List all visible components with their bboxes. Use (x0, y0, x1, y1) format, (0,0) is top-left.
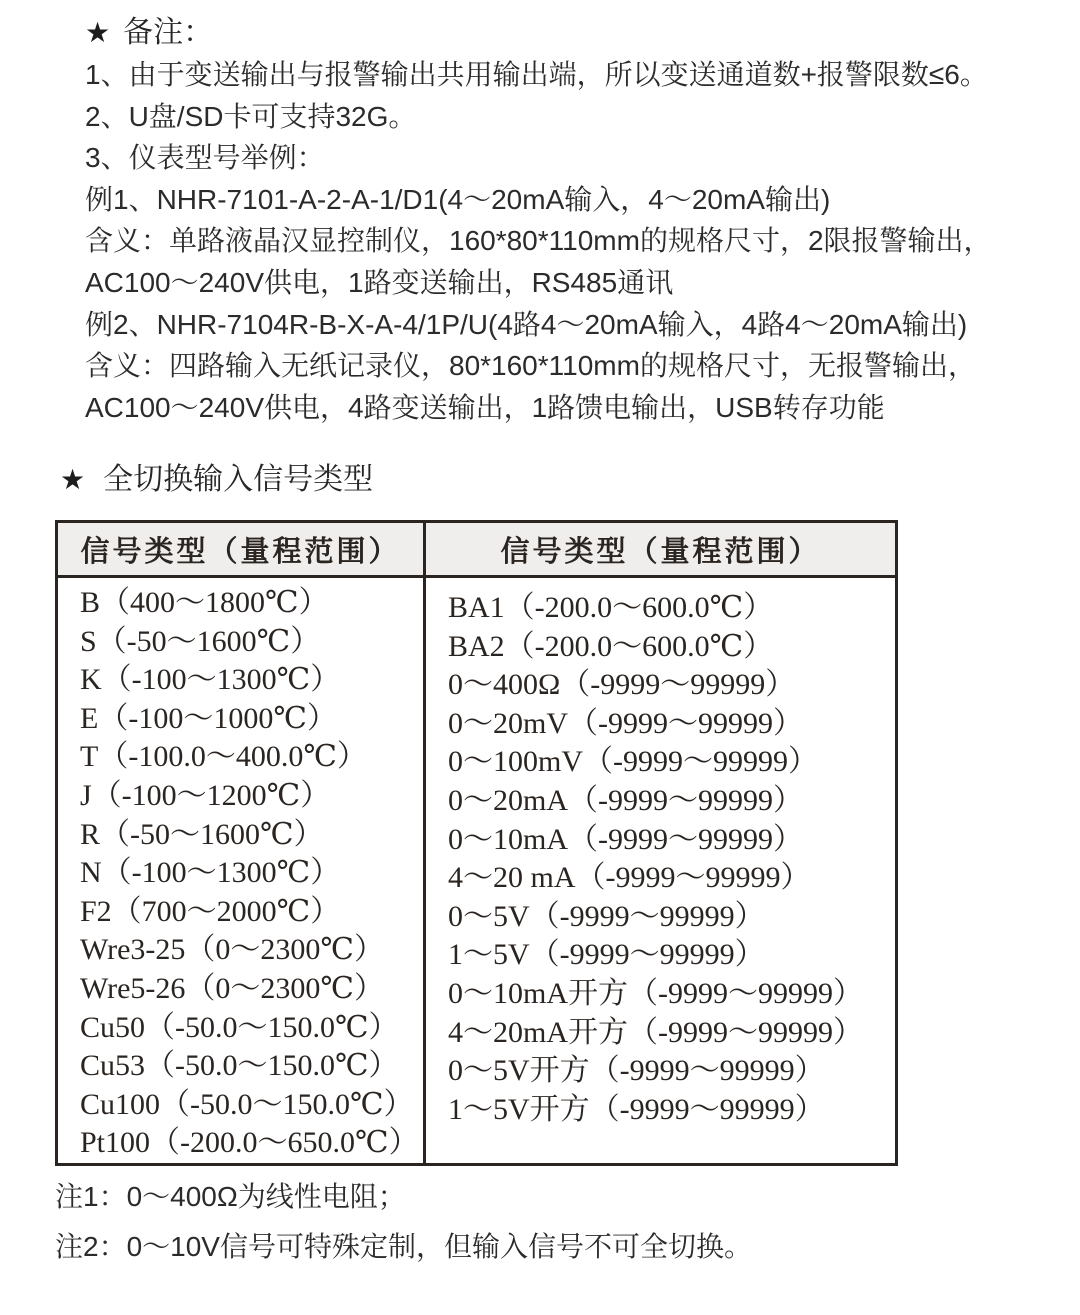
signal-column-left (57, 577, 425, 1165)
star-icon: ★ (60, 464, 86, 495)
signal-column-right (425, 577, 897, 1165)
signal-range-item: Cu53（-50.0～150.0℃） (80, 1049, 399, 1083)
signal-range-item: 0～5V（-9999～99999） (448, 899, 765, 933)
signal-range-item: 0～10mA（-9999～99999） (448, 822, 803, 856)
remark-line: 含义：四路输入无纸记录仪，80*160*110mm的规格尺寸，无报警输出， (85, 350, 976, 382)
remark-line: 3、仪表型号举例： (85, 142, 325, 174)
signal-range-item: 4～20 mA（-9999～99999） (448, 861, 811, 895)
signal-range-item: N（-100～1300℃） (80, 856, 341, 890)
remark-line: 含义：单路液晶汉显控制仪，160*80*110mm的规格尺寸，2限报警输出， (85, 225, 992, 257)
signal-range-item: S（-50～1600℃） (80, 624, 321, 658)
signal-range-item: 0～400Ω（-9999～99999） (448, 668, 796, 702)
signal-range-item: 0～100mV（-9999～99999） (448, 745, 818, 779)
remark-line: 2、U盘/SD卡可支持32G。 (85, 100, 417, 132)
signal-range-item: Wre5-26（0～2300℃） (80, 971, 384, 1005)
table-header-row (57, 522, 897, 577)
signal-range-item: R（-50～1600℃） (80, 817, 324, 851)
signal-range-item: K（-100～1300℃） (80, 663, 341, 697)
signal-range-item: Pt100（-200.0～650.0℃） (80, 1126, 419, 1160)
foot-note: 注2：0～10V信号可特殊定制，但输入信号不可全切换。 (55, 1231, 752, 1262)
star-icon: ★ (85, 17, 111, 48)
signal-range-item: Cu100（-50.0～150.0℃） (80, 1087, 414, 1121)
signal-range-item: J（-100～1200℃） (80, 778, 331, 812)
table-header-right: 信号类型（量程范围） (425, 522, 897, 577)
signal-range-item: E（-100～1000℃） (80, 701, 337, 735)
signal-range-item: Cu50（-50.0～150.0℃） (80, 1010, 399, 1044)
signal-section-title: 全切换输入信号类型 (103, 463, 374, 496)
signal-range-item: 1～5V（-9999～99999） (448, 938, 765, 972)
signal-range-item: BA1（-200.0～600.0℃） (448, 591, 774, 624)
remark-line: 1、由于变送输出与报警输出共用输出端，所以变送通道数+报警限数≤6。 (85, 59, 988, 90)
signal-range-item: BA2（-200.0～600.0℃） (448, 629, 774, 663)
remark-line: AC100～240V供电，1路变送输出，RS485通讯 (85, 266, 674, 298)
signal-range-item: 0～5V开方（-9999～99999） (448, 1054, 825, 1088)
table-header-left: 信号类型（量程范围） (57, 522, 425, 577)
signal-range-item: B（400～1800℃） (80, 586, 329, 619)
signal-table (55, 520, 898, 1166)
signal-range-item: F2（700～2000℃） (80, 894, 341, 928)
signal-range-item: 4～20mA开方（-9999～99999） (448, 1015, 863, 1049)
signal-range-item: Wre3-25（0～2300℃） (80, 933, 384, 967)
remarks-title: 备注： (123, 16, 214, 49)
foot-note: 注1：0～400Ω为线性电阻； (55, 1181, 406, 1212)
signal-range-item: 1～5V开方（-9999～99999） (448, 1092, 825, 1126)
foot-notes (55, 1172, 1035, 1272)
remarks-lines (85, 54, 1045, 428)
remarks-heading (85, 14, 213, 52)
table-body-row (57, 577, 897, 1165)
signal-range-item: T（-100.0～400.0℃） (80, 740, 367, 774)
remark-line: 例2、NHR-7104R-B-X-A-4/1P/U(4路4～20mA输入，4路4～20mA输出) (85, 308, 968, 340)
remark-line: 例1、NHR-7101-A-2-A-1/D1(4～20mA输入，4～20mA输出) (85, 183, 831, 215)
remark-line: AC100～240V供电，4路变送输出，1路馈电输出，USB转存功能 (85, 391, 885, 423)
signal-section-heading (60, 460, 373, 500)
signal-range-item: 0～10mA开方（-9999～99999） (448, 976, 863, 1010)
signal-range-item: 0～20mV（-9999～99999） (448, 706, 803, 740)
signal-range-item: 0～20mA（-9999～99999） (448, 783, 803, 817)
